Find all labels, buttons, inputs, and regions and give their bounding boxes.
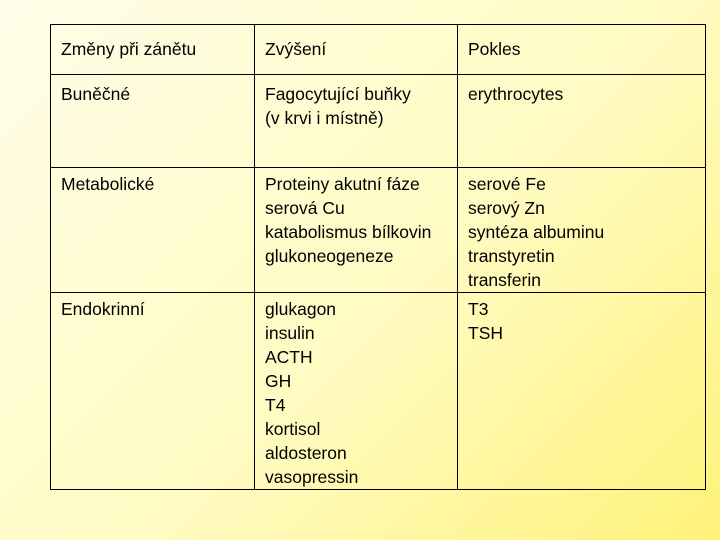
header-cell-decrease	[458, 25, 706, 75]
increase-item: aldosteron	[265, 443, 347, 463]
increase-item: GH	[265, 371, 292, 391]
increase-item: katabolismus bílkovin	[265, 222, 432, 242]
increase-item: kortisol	[265, 419, 321, 439]
decrease-item: serové Fe	[468, 174, 546, 194]
increase-item: glukagon	[265, 299, 337, 319]
header-cell-increase	[255, 25, 458, 75]
decrease-item: transferin	[468, 270, 541, 290]
decrease-cell	[458, 293, 706, 490]
increase-item: insulin	[265, 323, 315, 343]
increase-item: (v krvi i místně)	[265, 108, 384, 128]
decrease-cell	[458, 75, 706, 168]
decrease-item: serový Zn	[468, 198, 545, 218]
increase-item: serová Cu	[265, 198, 345, 218]
table-header-row	[51, 25, 706, 75]
increase-item: Proteiny akutní fáze	[265, 174, 420, 194]
increase-item: T4	[265, 395, 286, 415]
increase-item: vasopressin	[265, 467, 359, 487]
header-cell-changes	[51, 25, 255, 75]
row-label-cell	[51, 293, 255, 490]
inflammation-changes-table	[50, 24, 706, 490]
row-label-cell	[51, 75, 255, 168]
row-label: Buněčné	[61, 84, 131, 104]
header-label: Zvýšení	[265, 39, 327, 59]
decrease-cell	[458, 168, 706, 293]
table-row	[51, 293, 706, 490]
decrease-item: TSH	[468, 323, 503, 343]
increase-cell	[255, 75, 458, 168]
increase-item: glukoneogeneze	[265, 246, 394, 266]
table-row	[51, 75, 706, 168]
increase-cell	[255, 168, 458, 293]
decrease-item: transtyretin	[468, 246, 555, 266]
increase-item: ACTH	[265, 347, 313, 367]
row-label-cell	[51, 168, 255, 293]
increase-cell	[255, 293, 458, 490]
decrease-item: syntéza albuminu	[468, 222, 605, 242]
table-row	[51, 168, 706, 293]
increase-item: Fagocytující buňky	[265, 84, 411, 104]
row-label: Endokrinní	[61, 299, 145, 319]
decrease-item: T3	[468, 299, 489, 319]
header-label: Změny při zánětu	[61, 39, 197, 59]
header-label: Pokles	[468, 39, 521, 59]
row-label: Metabolické	[61, 174, 155, 194]
decrease-item: erythrocytes	[468, 84, 564, 104]
